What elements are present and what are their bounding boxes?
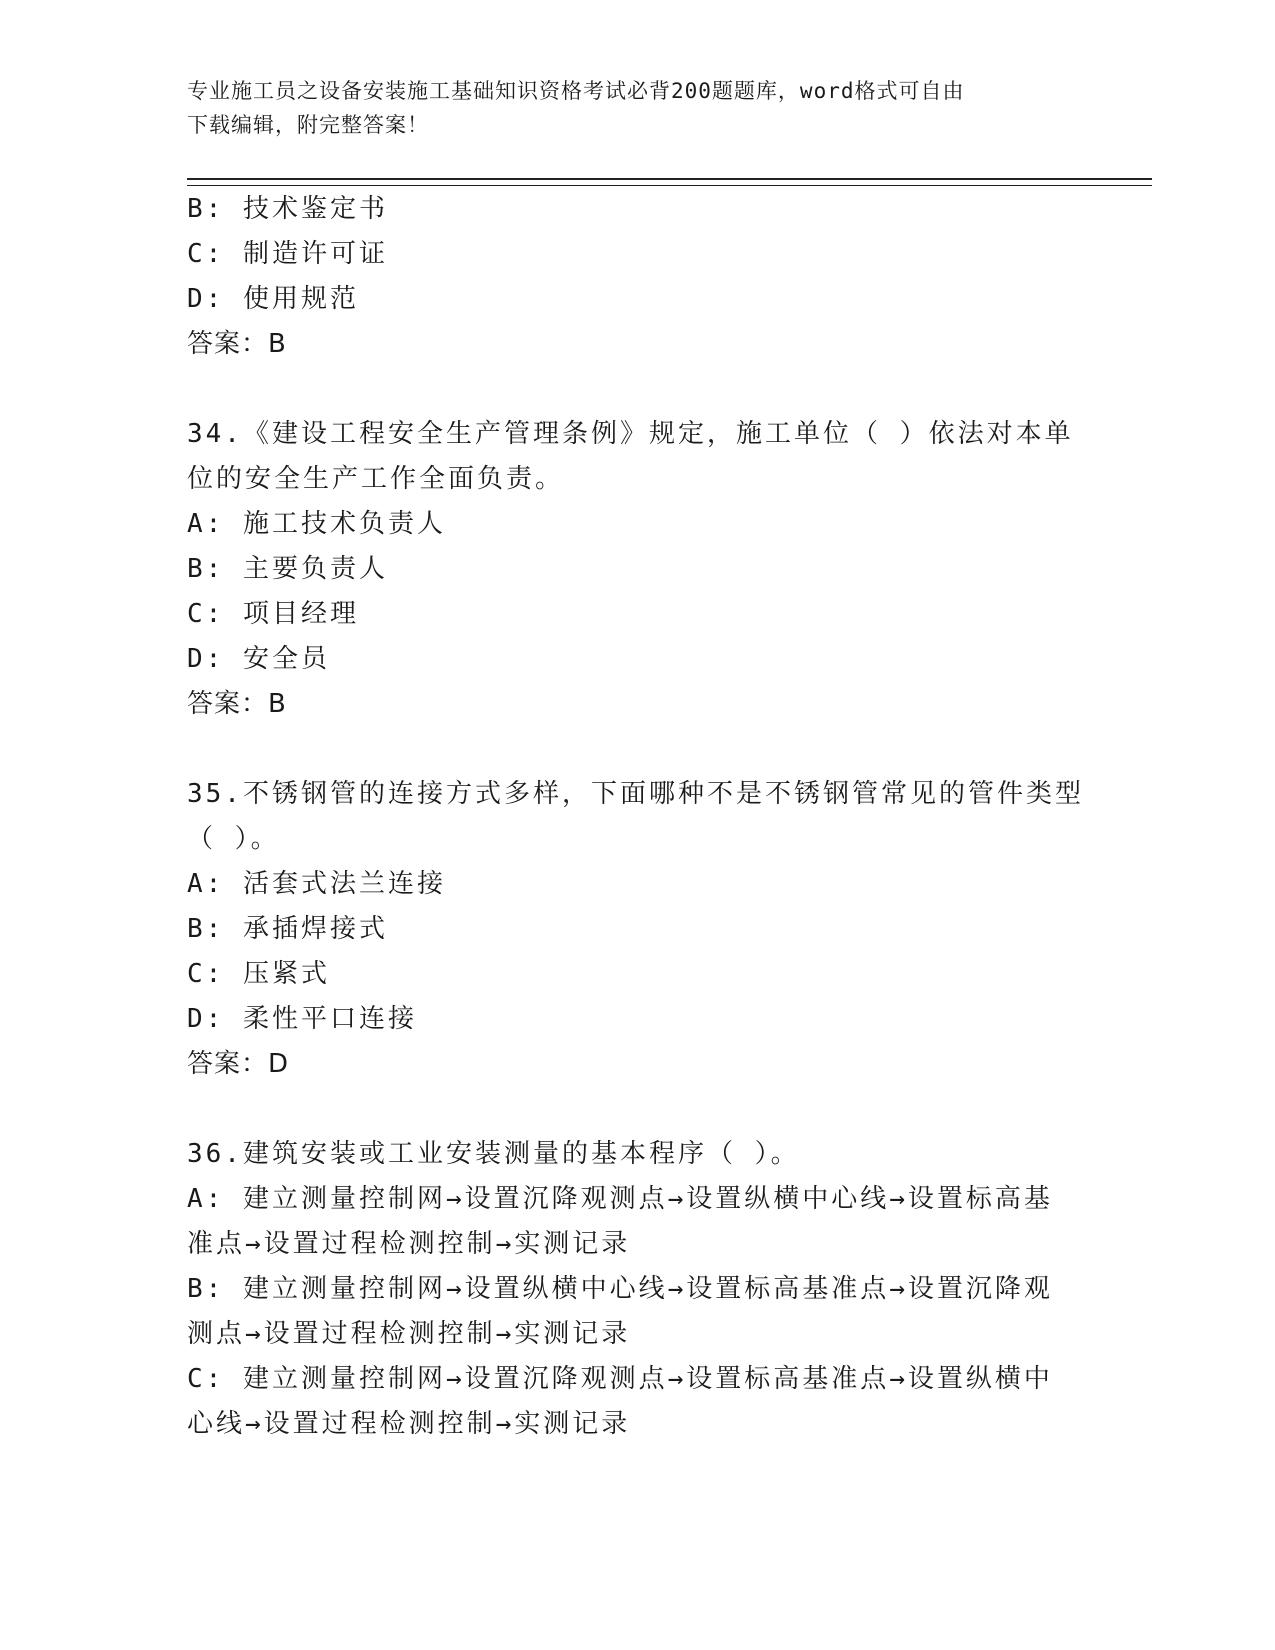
option-d: D: 安全员 — [187, 644, 330, 674]
option-a: A: 建立测量控制网→设置沉降观测点→设置纵横中心线→设置标高基 — [187, 1184, 1053, 1214]
question-33 — [187, 187, 1087, 367]
spacer — [187, 727, 1087, 772]
question-35 — [187, 772, 1087, 1087]
option-a: A: 活套式法兰连接 — [187, 869, 446, 899]
question-34 — [187, 412, 1087, 727]
option-a-continued: 准点→设置过程检测控制→实测记录 — [187, 1229, 631, 1259]
question-stem-continued: 位的安全生产工作全面负责。 — [187, 464, 565, 494]
option-c: C: 建立测量控制网→设置沉降观测点→设置标高基准点→设置纵横中 — [187, 1364, 1053, 1394]
option-b: B: 技术鉴定书 — [187, 194, 388, 224]
answer: 答案：B — [187, 329, 287, 359]
answer: 答案：B — [187, 689, 287, 719]
question-36 — [187, 1132, 1087, 1447]
header-line-1: 专业施工员之设备安装施工基础知识资格考试必背200题题库，word格式可自由 — [187, 79, 965, 103]
option-b-continued: 测点→设置过程检测控制→实测记录 — [187, 1319, 631, 1349]
option-c-continued: 心线→设置过程检测控制→实测记录 — [187, 1409, 631, 1439]
spacer — [187, 1087, 1087, 1132]
option-b: B: 主要负责人 — [187, 554, 388, 584]
option-c: C: 压紧式 — [187, 959, 330, 989]
option-c: C: 项目经理 — [187, 599, 359, 629]
question-stem: 35.不锈钢管的连接方式多样，下面哪种不是不锈钢管常见的管件类型 — [187, 779, 1084, 809]
option-b: B: 建立测量控制网→设置纵横中心线→设置标高基准点→设置沉降观 — [187, 1274, 1053, 1304]
option-b: B: 承插焊接式 — [187, 914, 388, 944]
header-line-2: 下载编辑，附完整答案！ — [187, 113, 429, 137]
option-a: A: 施工技术负责人 — [187, 509, 446, 539]
option-d: D: 柔性平口连接 — [187, 1004, 417, 1034]
question-list — [187, 187, 1087, 1447]
option-c: C: 制造许可证 — [187, 239, 388, 269]
question-stem: 34.《建设工程安全生产管理条例》规定，施工单位（ ）依法对本单 — [187, 419, 1074, 449]
option-d: D: 使用规范 — [187, 284, 359, 314]
spacer — [187, 367, 1087, 412]
question-stem-continued: （ ）。 — [187, 824, 280, 854]
question-stem: 36.建筑安装或工业安装测量的基本程序（ ）。 — [187, 1139, 800, 1169]
header-divider — [187, 178, 1152, 186]
answer: 答案：D — [187, 1049, 290, 1079]
page-header — [187, 74, 1067, 142]
